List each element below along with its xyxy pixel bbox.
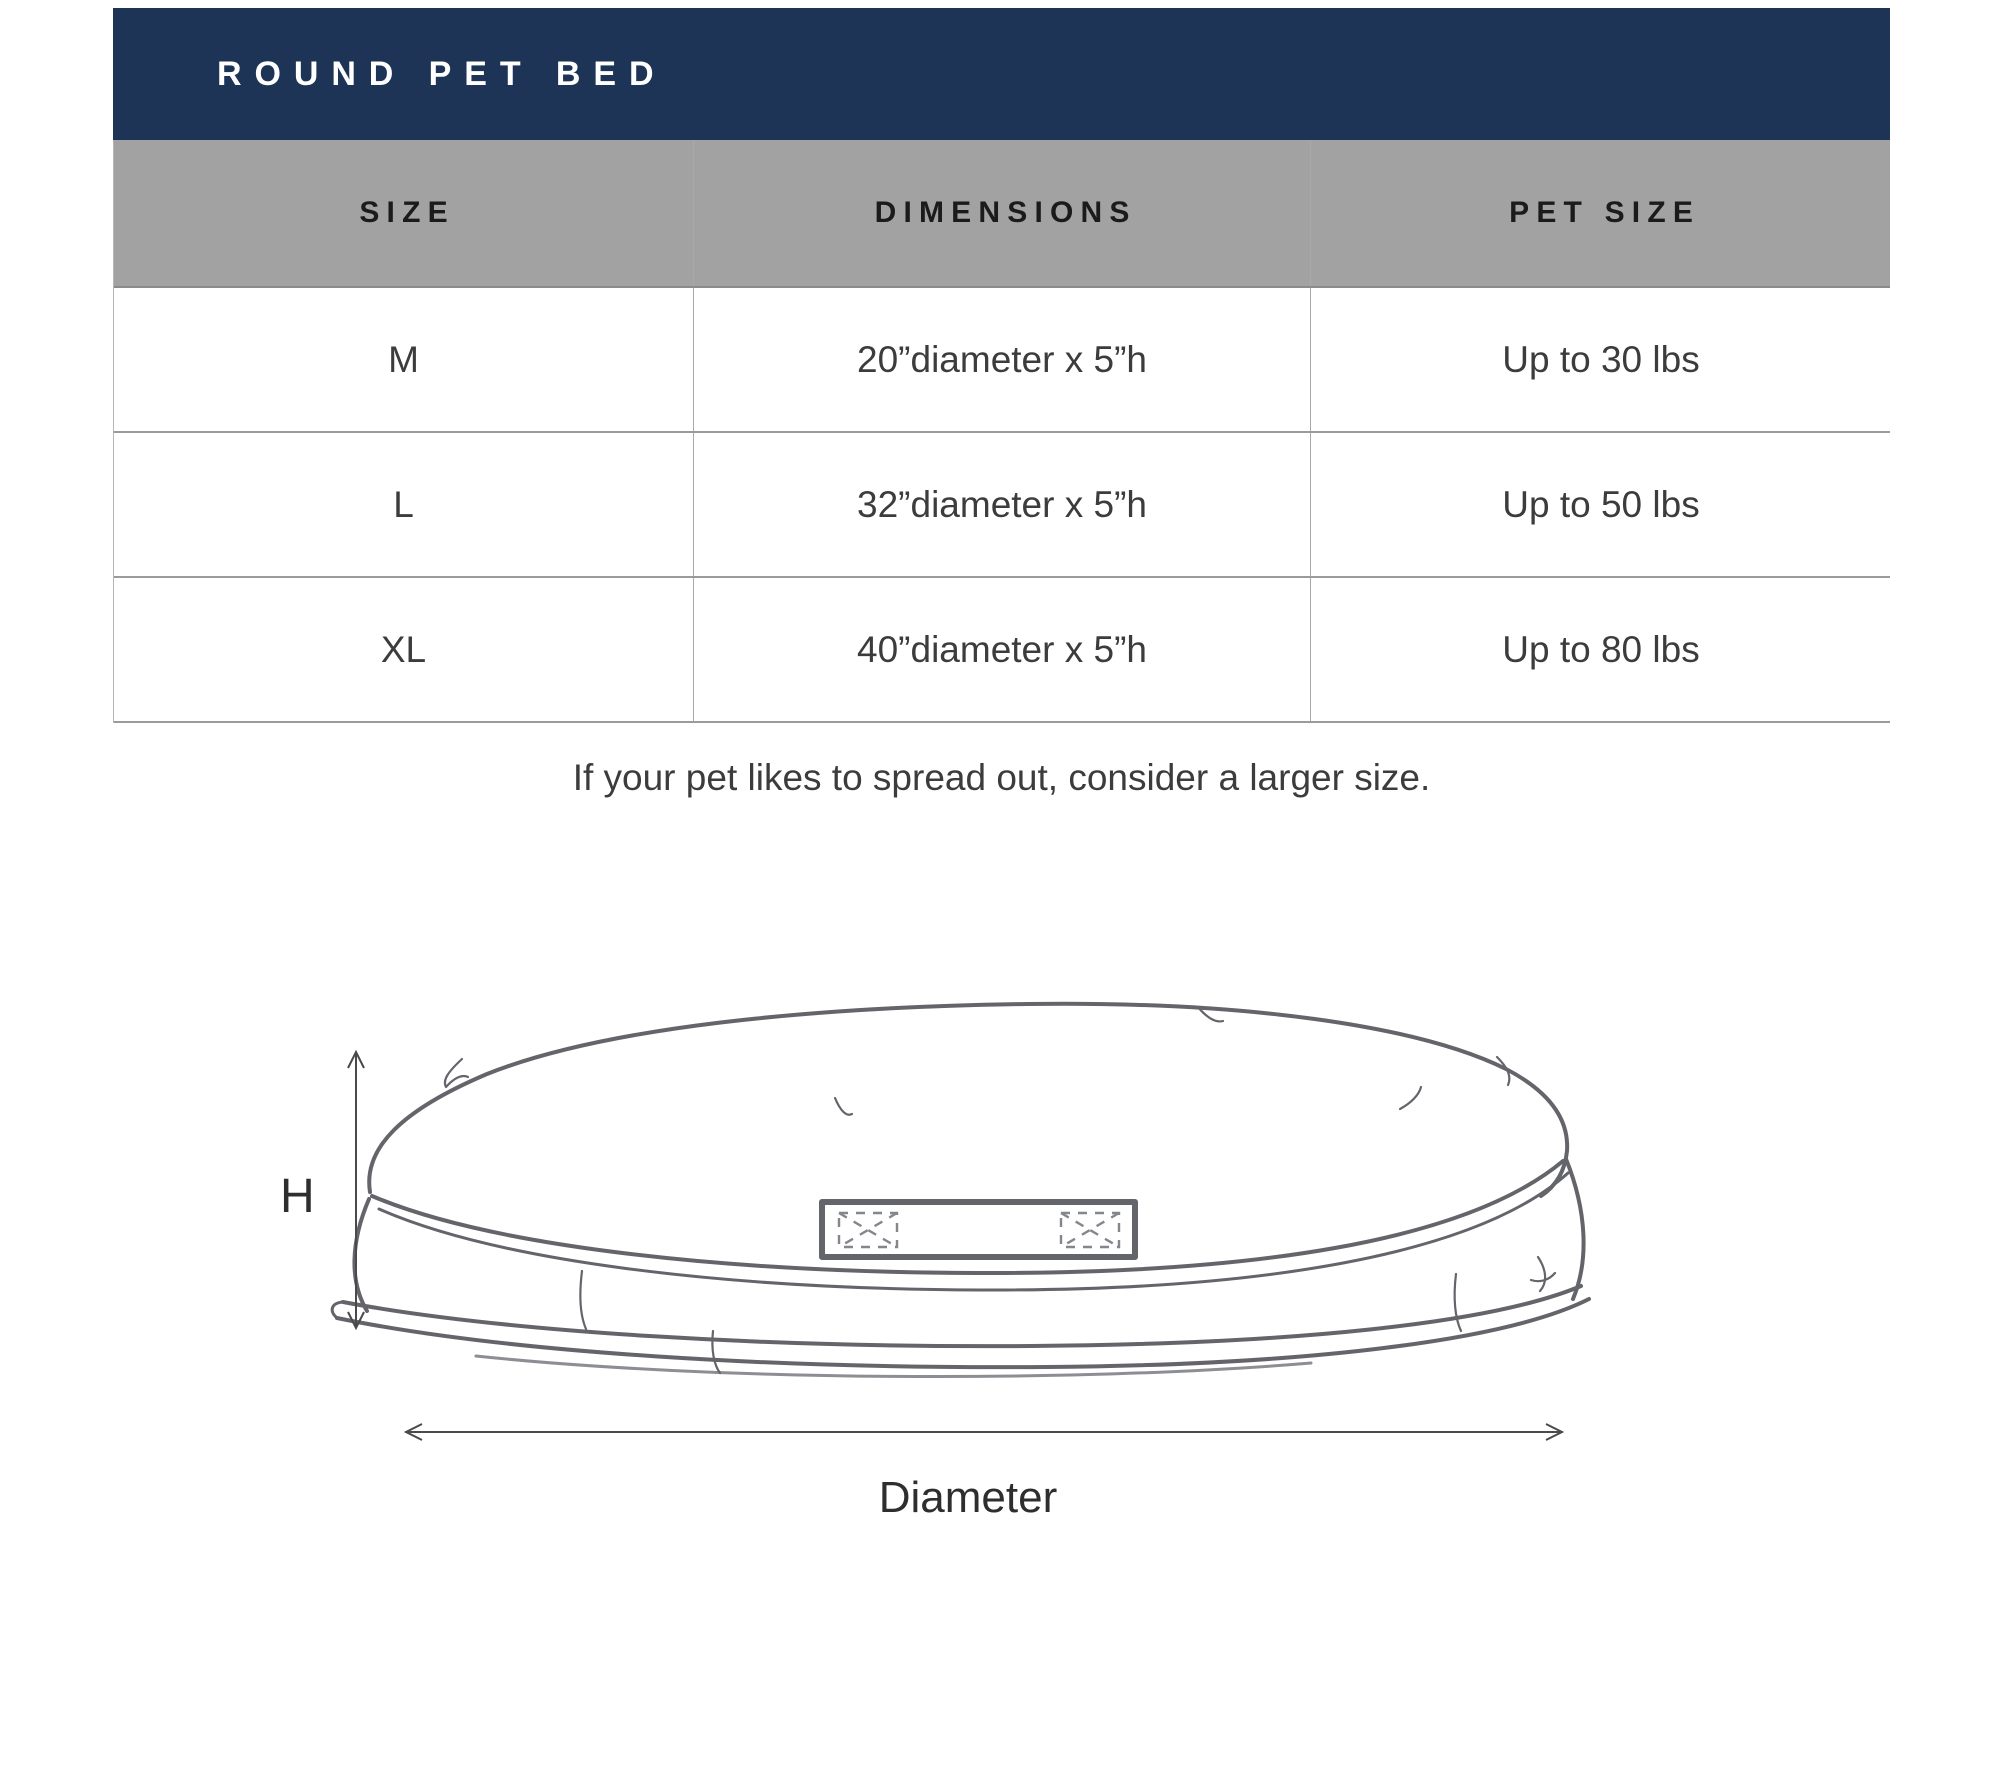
height-dimension-arrow xyxy=(348,1052,364,1328)
pet-bed-diagram xyxy=(250,980,1650,1560)
size-value: M xyxy=(114,288,694,431)
table-row xyxy=(114,433,1890,578)
column-header-dimensions: DIMENSIONS xyxy=(694,140,1311,286)
bed-handle xyxy=(822,1202,1135,1257)
column-header-pet-size: PET SIZE xyxy=(1509,196,1701,229)
table-header-row xyxy=(114,140,1890,288)
chart-title: ROUND PET BED xyxy=(217,54,667,93)
sizing-note: If your pet likes to spread out, consider a larger size. xyxy=(572,757,1431,798)
diameter-label: Diameter xyxy=(878,1473,1058,1522)
table-row xyxy=(114,288,1890,433)
height-label: H xyxy=(280,1170,315,1223)
diameter-dimension-arrow xyxy=(406,1424,1562,1440)
column-header-size: SIZE xyxy=(114,140,694,286)
dimensions-value: 40”diameter x 5”h xyxy=(694,578,1311,721)
dimensions-value: 20”diameter x 5”h xyxy=(694,288,1311,431)
size-table xyxy=(113,140,1890,723)
pet-size-value: Up to 30 lbs xyxy=(1502,338,1700,380)
pet-bed-sketch-icon xyxy=(332,1004,1589,1377)
pet-size-value: Up to 50 lbs xyxy=(1502,483,1700,525)
size-value: L xyxy=(114,433,694,576)
pet-size-value: Up to 80 lbs xyxy=(1502,628,1700,670)
table-row xyxy=(114,578,1890,723)
chart-title-bar xyxy=(113,8,1890,140)
size-value: XL xyxy=(114,578,694,721)
dimensions-value: 32”diameter x 5”h xyxy=(694,433,1311,576)
